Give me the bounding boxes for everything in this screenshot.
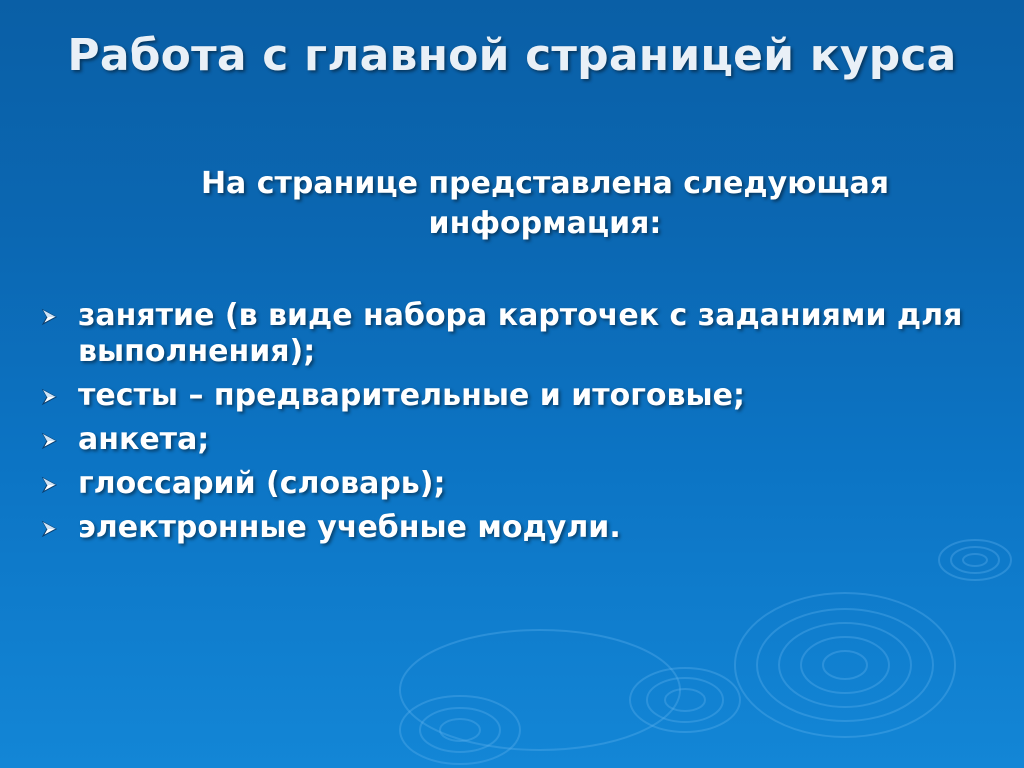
chevron-arrow-icon	[40, 387, 60, 407]
bullet-text: анкета;	[78, 422, 210, 457]
slide-subtitle: На странице представлена следующая информация:	[200, 166, 890, 241]
chevron-arrow-icon	[40, 307, 60, 327]
slide-title: Работа с главной страницей курса	[67, 30, 957, 81]
bullet-item	[38, 378, 978, 414]
chevron-arrow-icon	[40, 431, 60, 451]
bullet-text: тесты – предварительные и итоговые;	[78, 378, 745, 413]
chevron-arrow-icon	[40, 475, 60, 495]
bullet-text: электронные учебные модули.	[78, 510, 621, 545]
bullet-item	[38, 298, 978, 370]
bullet-list	[38, 298, 978, 554]
bullet-item	[38, 422, 978, 458]
bullet-item	[38, 466, 978, 502]
chevron-arrow-icon	[40, 519, 60, 539]
bullet-item	[38, 510, 978, 546]
bullet-text: занятие (в виде набора карточек с заданиями для выполнения);	[78, 298, 963, 369]
bullet-text: глоссарий (словарь);	[78, 466, 446, 501]
